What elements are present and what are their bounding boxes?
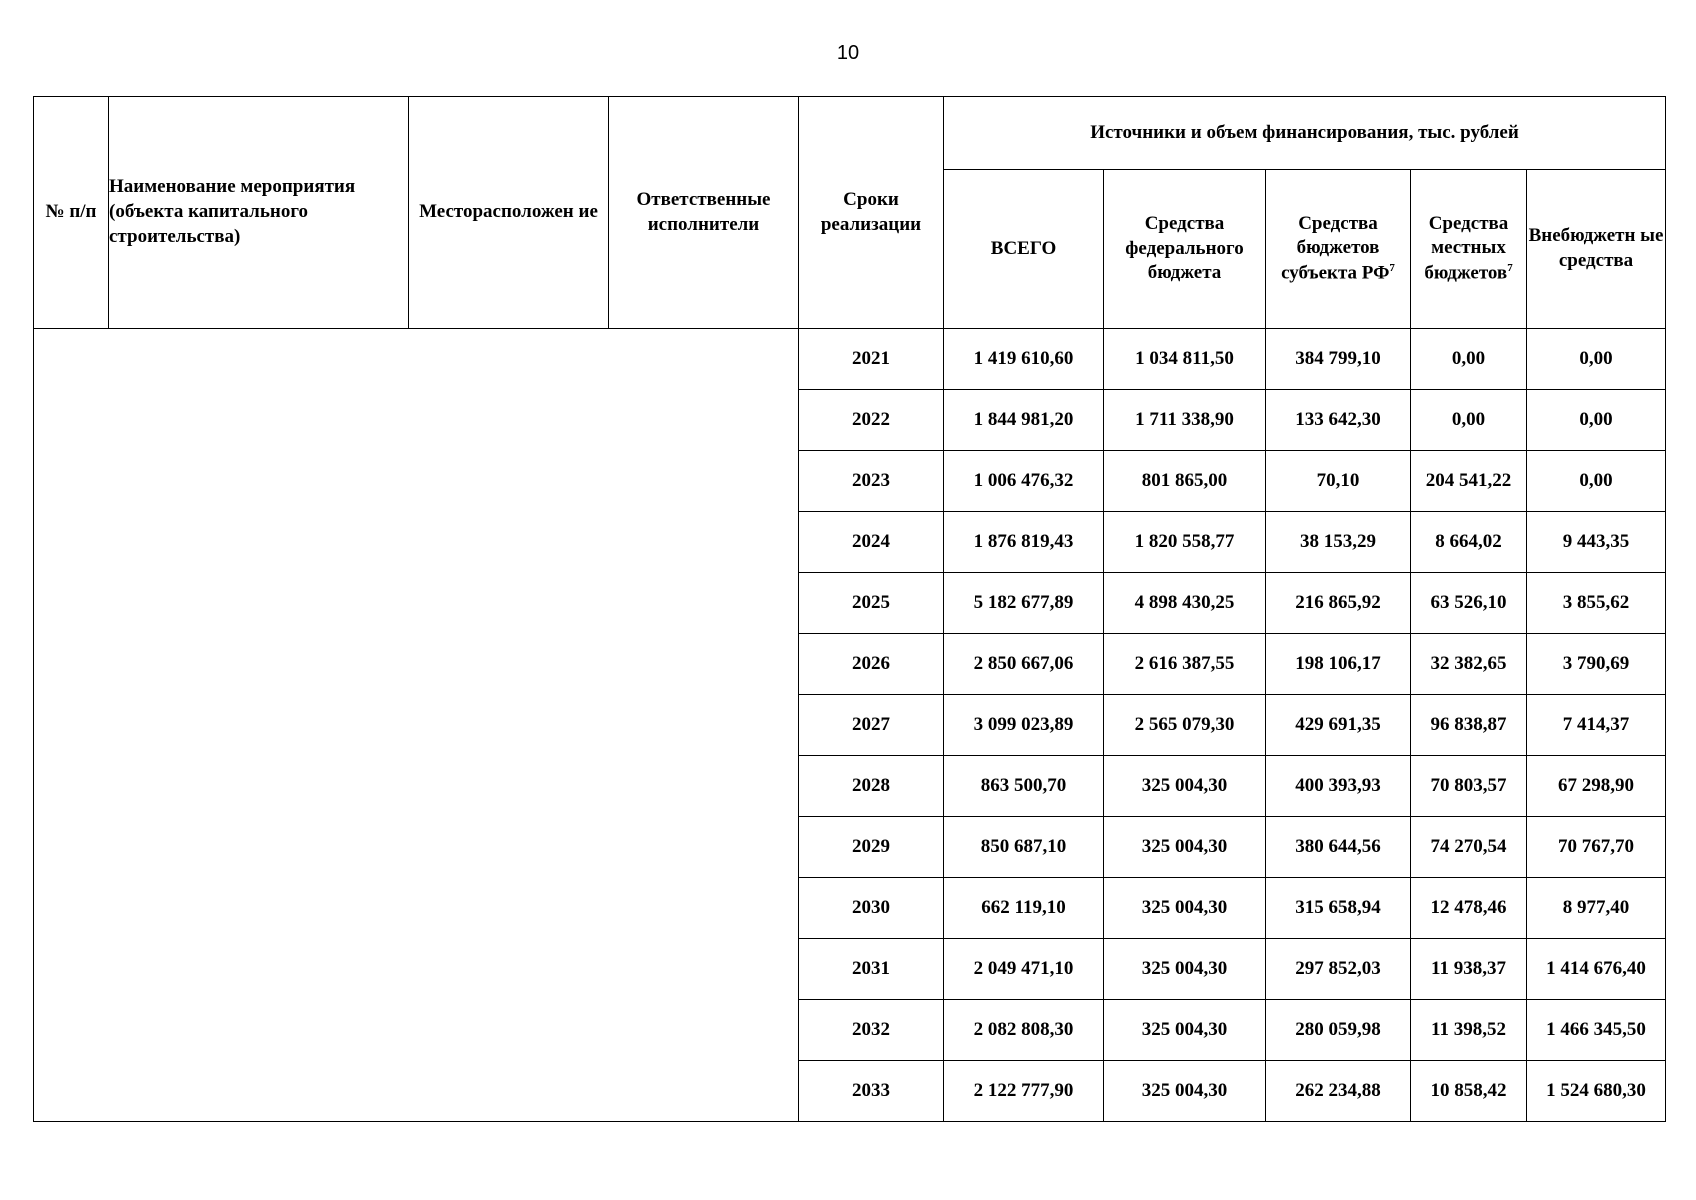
cell-local: 74 270,54 [1411,817,1527,878]
cell-extra: 1 414 676,40 [1527,939,1666,1000]
cell-subject: 429 691,35 [1266,695,1411,756]
header-local-budget-label: Средства местных бюджетов [1424,212,1509,284]
cell-subject: 400 393,93 [1266,756,1411,817]
cell-extra: 8 977,40 [1527,878,1666,939]
cell-extra: 7 414,37 [1527,695,1666,756]
cell-federal: 325 004,30 [1104,1000,1266,1061]
cell-year: 2033 [799,1061,944,1122]
cell-local: 70 803,57 [1411,756,1527,817]
cell-federal: 2 565 079,30 [1104,695,1266,756]
cell-year: 2025 [799,573,944,634]
cell-subject: 38 153,29 [1266,512,1411,573]
header-local-budget-note: 7 [1507,262,1513,275]
merged-empty-cell [34,329,799,1122]
cell-subject: 384 799,10 [1266,329,1411,390]
header-subject-budget-note: 7 [1389,262,1395,275]
cell-local: 11 398,52 [1411,1000,1527,1061]
cell-federal: 325 004,30 [1104,756,1266,817]
header-federal: Средства федерального бюджета [1104,170,1266,329]
cell-extra: 1 524 680,30 [1527,1061,1666,1122]
cell-year: 2032 [799,1000,944,1061]
header-num: № п/п [34,97,109,329]
cell-federal: 1 034 811,50 [1104,329,1266,390]
cell-federal: 801 865,00 [1104,451,1266,512]
cell-total: 2 122 777,90 [944,1061,1104,1122]
header-subject-budget [1266,170,1411,329]
cell-local: 11 938,37 [1411,939,1527,1000]
cell-total: 1 876 819,43 [944,512,1104,573]
cell-extra: 1 466 345,50 [1527,1000,1666,1061]
cell-subject: 280 059,98 [1266,1000,1411,1061]
cell-year: 2029 [799,817,944,878]
cell-federal: 1 711 338,90 [1104,390,1266,451]
cell-subject: 198 106,17 [1266,634,1411,695]
cell-federal: 325 004,30 [1104,878,1266,939]
cell-local: 0,00 [1411,390,1527,451]
cell-total: 5 182 677,89 [944,573,1104,634]
cell-extra: 0,00 [1527,329,1666,390]
cell-subject: 133 642,30 [1266,390,1411,451]
cell-local: 63 526,10 [1411,573,1527,634]
cell-year: 2031 [799,939,944,1000]
cell-local: 12 478,46 [1411,878,1527,939]
page-number: 10 [836,42,860,64]
cell-local: 32 382,65 [1411,634,1527,695]
cell-local: 10 858,42 [1411,1061,1527,1122]
cell-subject: 216 865,92 [1266,573,1411,634]
header-timeline: Сроки реализации [799,97,944,329]
cell-total: 863 500,70 [944,756,1104,817]
table-body [34,329,1666,1122]
cell-total: 1 419 610,60 [944,329,1104,390]
cell-year: 2023 [799,451,944,512]
cell-year: 2030 [799,878,944,939]
header-name: Наименование мероприятия (объекта капитального строительства) [109,97,409,329]
header-total: ВСЕГО [944,170,1104,329]
header-local-budget [1411,170,1527,329]
cell-extra: 67 298,90 [1527,756,1666,817]
cell-local: 96 838,87 [1411,695,1527,756]
cell-federal: 1 820 558,77 [1104,512,1266,573]
cell-year: 2026 [799,634,944,695]
cell-year: 2022 [799,390,944,451]
cell-federal: 325 004,30 [1104,1061,1266,1122]
cell-total: 1 844 981,20 [944,390,1104,451]
cell-subject: 315 658,94 [1266,878,1411,939]
header-responsible: Ответственные исполнители [609,97,799,329]
cell-total: 2 049 471,10 [944,939,1104,1000]
cell-extra: 0,00 [1527,451,1666,512]
cell-extra: 3 855,62 [1527,573,1666,634]
table-row [34,329,1666,390]
cell-total: 2 082 808,30 [944,1000,1104,1061]
cell-extra: 9 443,35 [1527,512,1666,573]
header-funding-group: Источники и объем финансирования, тыс. рублей [944,97,1666,170]
cell-federal: 2 616 387,55 [1104,634,1266,695]
cell-federal: 4 898 430,25 [1104,573,1266,634]
cell-year: 2028 [799,756,944,817]
financing-table [33,96,1666,1122]
cell-local: 8 664,02 [1411,512,1527,573]
cell-extra: 70 767,70 [1527,817,1666,878]
cell-subject: 262 234,88 [1266,1061,1411,1122]
cell-subject: 380 644,56 [1266,817,1411,878]
cell-subject: 297 852,03 [1266,939,1411,1000]
header-location: Месторасположен ие [409,97,609,329]
cell-federal: 325 004,30 [1104,939,1266,1000]
cell-extra: 3 790,69 [1527,634,1666,695]
cell-total: 2 850 667,06 [944,634,1104,695]
header-extrabudgetary: Внебюджетн ые средства [1527,170,1666,329]
cell-year: 2021 [799,329,944,390]
cell-total: 1 006 476,32 [944,451,1104,512]
cell-total: 662 119,10 [944,878,1104,939]
cell-year: 2024 [799,512,944,573]
cell-total: 850 687,10 [944,817,1104,878]
header-subject-budget-label: Средства бюджетов субъекта РФ [1281,212,1390,284]
cell-federal: 325 004,30 [1104,817,1266,878]
cell-subject: 70,10 [1266,451,1411,512]
cell-local: 0,00 [1411,329,1527,390]
cell-extra: 0,00 [1527,390,1666,451]
cell-year: 2027 [799,695,944,756]
cell-local: 204 541,22 [1411,451,1527,512]
cell-total: 3 099 023,89 [944,695,1104,756]
